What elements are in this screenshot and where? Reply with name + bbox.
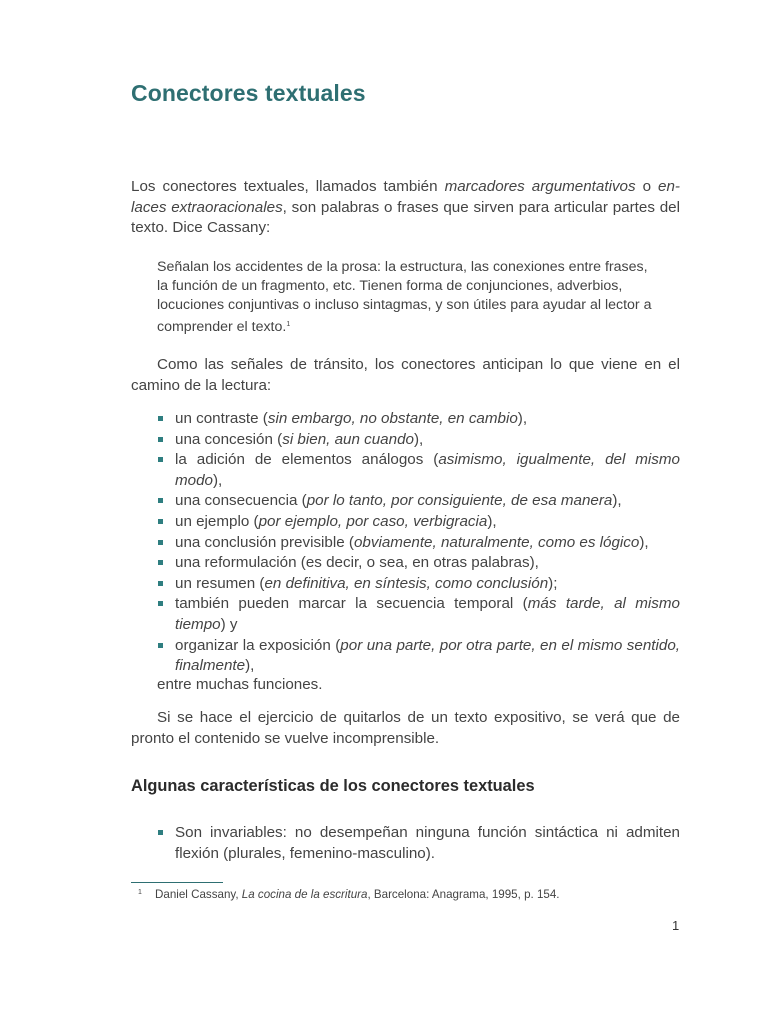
paragraph-traffic-signs: Como las señales de tránsito, los conectores anticipan lo que viene en el camino de la lectura:	[131, 356, 680, 394]
list-item-examples: sin embargo, no obstante, en cambio	[267, 410, 518, 427]
intro-paragraph	[131, 177, 680, 239]
list-item-examples: si bien, aun cuando	[282, 430, 414, 448]
list-item	[131, 430, 680, 451]
intro-italic-1: marcadores argumentativos	[444, 178, 636, 195]
bullet-icon	[158, 498, 163, 503]
list-item-text: una conclusión previsible (	[175, 533, 354, 551]
list-item	[131, 512, 680, 533]
intro-text-2: o	[635, 178, 659, 195]
page-title: Conectores textuales	[131, 80, 366, 106]
intro-text-3: , son palabras o frases que sirven para articular partes del texto. Dice Cassany:	[131, 198, 680, 237]
connector-list	[131, 409, 680, 677]
list-item	[131, 533, 680, 554]
bullet-icon	[158, 540, 163, 545]
list-item-text: Son invariables: no desempeñan ninguna función sintáctica ni admiten flexión (plurales, femenino-masculino).	[175, 824, 680, 862]
footnote-book-title: La cocina de la escritura	[241, 888, 368, 901]
list-item-text: una reformulación (es decir, o sea, en otras palabras),	[175, 554, 539, 572]
list-item-text: también pueden marcar la secuencia temporal (	[175, 595, 528, 613]
list-item-examples: por una parte, por otra parte, en el mismo sentido, finalmente	[175, 636, 680, 675]
intro-text-1: Los conectores textuales, llamados también	[131, 178, 445, 195]
list-item	[131, 823, 680, 864]
footnote-ref: 1	[286, 321, 291, 328]
bullet-icon	[158, 581, 163, 586]
bullet-icon	[158, 560, 163, 565]
bullet-icon	[158, 643, 163, 648]
bullet-icon	[158, 830, 163, 835]
list-item-punct: ),	[487, 512, 497, 530]
list-item-text: una concesión (	[175, 430, 283, 448]
list-item-text: un ejemplo (	[175, 512, 259, 530]
characteristics-list	[131, 823, 680, 864]
list-item	[131, 450, 680, 491]
footnote-author: Daniel Cassany,	[155, 888, 242, 901]
list-tail: entre muchas funciones.	[157, 676, 323, 693]
list-item-text: un contraste (	[175, 410, 268, 427]
list-item-text: la adición de elementos análogos (	[175, 451, 439, 469]
list-item-examples: obviamente, naturalmente, como es lógico	[353, 533, 640, 551]
list-item-examples: en definitiva, en síntesis, como conclusión	[264, 574, 549, 592]
list-item-punct: ),	[245, 657, 255, 675]
footnote-number: 1	[138, 889, 142, 896]
quote-text: Señalan los accidentes de la prosa: la estructura, las conexiones entre frases, la función de un fragmento, etc. Tienen forma de conjunciones, adverbios, locuciones conjuntivas o incluso sintagmas, y son útiles para ayudar al lector a comprender el texto.	[157, 259, 652, 335]
list-item	[131, 636, 680, 677]
list-item-punct: ),	[413, 430, 424, 448]
list-item-punct: ),	[213, 471, 223, 489]
list-item	[131, 491, 680, 512]
bullet-icon	[158, 437, 163, 442]
list-item-examples: asimismo, igualmente, del mismo modo	[175, 451, 681, 489]
list-item	[131, 553, 680, 574]
section-heading: Algunas características de los conectores textuales	[131, 777, 535, 795]
footnote-publisher: , Barcelona: Anagrama, 1995, p. 154.	[367, 888, 560, 901]
list-item-punct: ),	[639, 533, 649, 551]
list-item-examples: por ejemplo, por caso, verbigracia	[258, 512, 488, 530]
list-item-punct: );	[548, 574, 558, 592]
bullet-icon	[158, 416, 163, 421]
page-number: 1	[672, 918, 680, 933]
list-item-examples: por lo tanto, por consiguiente, de esa manera	[306, 492, 613, 510]
list-item	[131, 409, 680, 430]
bullet-icon	[158, 601, 163, 606]
list-item-examples: más tarde, al mismo tiempo	[175, 595, 681, 633]
list-item-punct: ),	[517, 410, 528, 427]
paragraph-remove-exercise: Si se hace el ejercicio de quitarlos de un texto expositivo, se verá que de pronto el contenido se vuelve incomprensible.	[131, 709, 680, 747]
list-item-punct: ) y	[220, 615, 238, 633]
footnote	[138, 887, 560, 903]
bullet-icon	[158, 519, 163, 524]
list-item-text: organizar la exposición (	[175, 636, 341, 654]
footnote-divider	[131, 882, 223, 883]
list-item-text: un resumen (	[175, 574, 265, 592]
list-item	[131, 574, 680, 595]
list-item	[131, 594, 680, 635]
bullet-icon	[158, 457, 163, 462]
intro-italic-2: enlaces extraoracionales	[131, 178, 680, 216]
list-item-text: una consecuencia (	[175, 492, 307, 510]
list-item-punct: ),	[612, 492, 622, 510]
block-quote	[157, 258, 657, 337]
